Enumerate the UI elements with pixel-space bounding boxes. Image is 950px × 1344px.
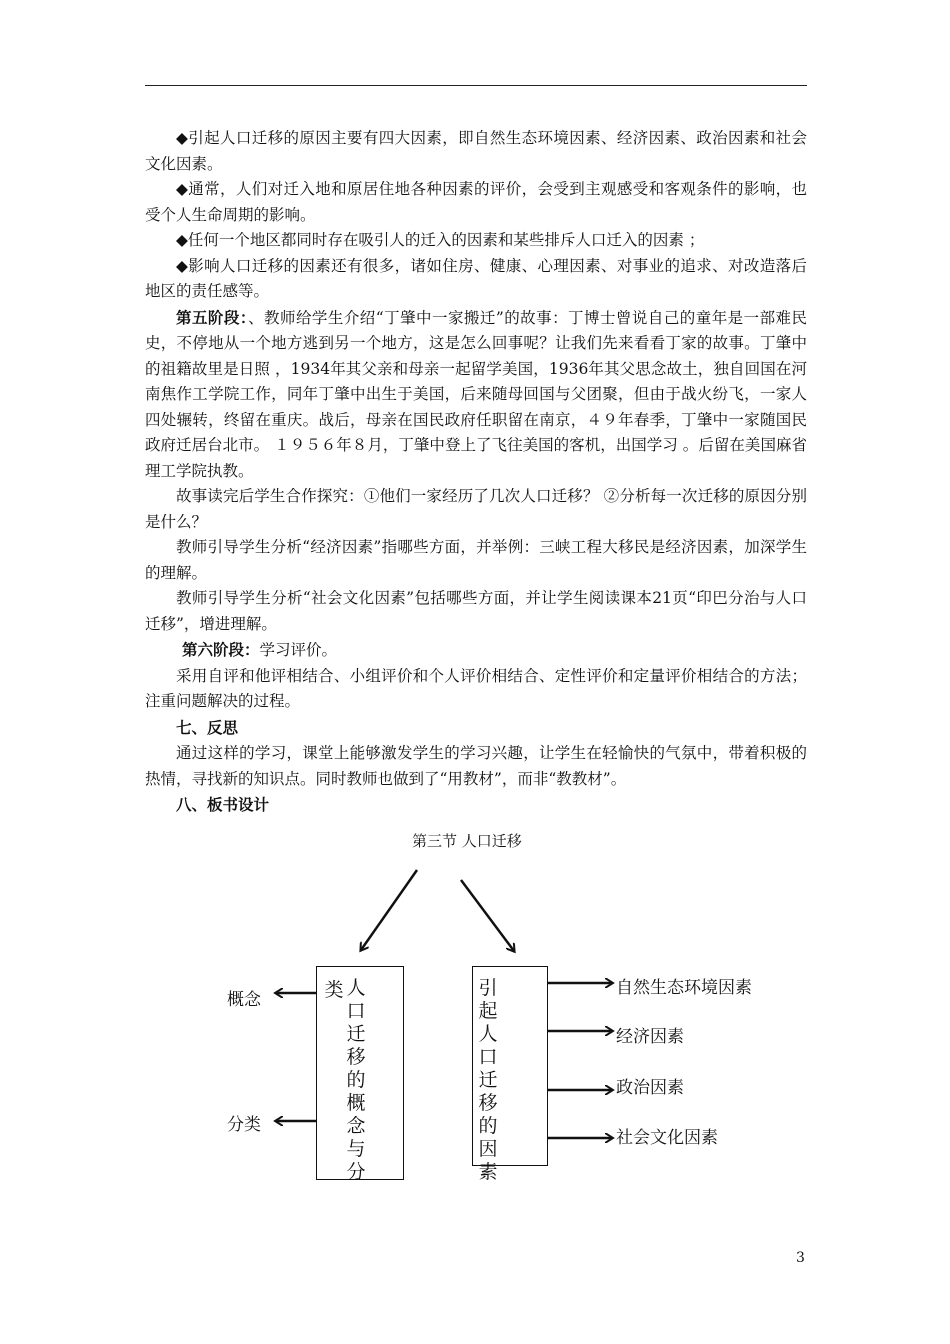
page-number: 3 — [796, 1250, 805, 1266]
paragraph-stage-6: 第六阶段：学习评价。 — [182, 640, 338, 659]
paragraph: ◆影响人口迁移的因素还有很多，诸如住房、健康、心理因素、对事业的追求、对改造落后地区的责任感等。 — [145, 256, 807, 300]
label-classification: 分类 — [227, 1115, 261, 1135]
paragraph-stage-5: 第五阶段：、教师给学生介绍“丁肇中一家搬迁”的故事：丁博士曾说自己的童年是一部难民史，不停地从一个地方逃到另一个地方，这是怎么回事呢？让我们先来看看丁家的故事。丁肇中的祖籍故里是日照 ，1934年其父亲和母亲一起留学美国，1936年其父思念故土，独自回国在河南焦作工学院工作，同年丁肇中出生于美国，后来随母回国与父团聚，但由于战火纷飞，一家人四处辗转，终留在重庆。战后，母亲在国民政府任职留在南京，４９年春季，丁肇中一家随国民政府迁居台北市。 １９５６年８月，丁肇中登上了飞往美国的客机，出国学习 。后留在美国麻省理工学院执教。 — [145, 307, 807, 480]
paragraph: 采用自评和他评相结合、小组评价和个人评价相结合、定性评价和定量评价相结合的方法；注重问题解决的过程。 — [145, 666, 807, 710]
concept-box — [316, 966, 404, 1183]
paragraph: ◆任何一个地区都同时存在吸引人的迁入的因素和某些排斥人口迁入的因素 ； — [176, 231, 705, 249]
paragraph: ◆通常，人们对迁入地和原居住地各种因素的评价，会受到主观感受和客观条件的影响，也受个人生命周期的影响。 — [145, 180, 807, 224]
paragraph: 故事读完后学生合作探究：①他们一家经历了几次人口迁移？ ②分析每一次迁移的原因分别是什么？ — [145, 487, 807, 531]
label-natural-factor: 自然生态环境因素 — [616, 978, 752, 998]
arrow-to-right-box — [461, 880, 514, 951]
label-political-factor: 政治因素 — [616, 1078, 684, 1098]
label-concept: 概念 — [227, 990, 261, 1010]
factors-box — [472, 966, 548, 1183]
diagram-title: 第三节 人口迁移 — [412, 832, 522, 850]
section-heading-reflection: 七、反思 — [176, 717, 239, 737]
concept-box-text: 人口迁移的概念与分 — [346, 977, 366, 1183]
stage-heading: 第六阶段： — [182, 640, 260, 659]
label-social-cultural-factor: 社会文化因素 — [616, 1128, 718, 1148]
label-economic-factor: 经济因素 — [616, 1027, 684, 1047]
concept-box-top-char: 类 — [324, 979, 344, 1001]
section-heading-board: 八、板书设计 — [176, 795, 270, 814]
paragraph: 教师引导学生分析“社会文化因素”包括哪些方面，并让学生阅读课本21页“印巴分治与人口迁移”，增进理解。 — [145, 589, 807, 633]
paragraph: 教师引导学生分析“经济因素”指哪些方面，并举例：三峡工程大移民是经济因素，加深学生的理解。 — [145, 538, 807, 582]
stage-heading: 第五阶段： — [176, 307, 249, 327]
paragraph: 通过这样的学习，课堂上能够激发学生的学习兴趣，让学生在轻愉快的气氛中，带着积极的热情，寻找新的知识点。同时教师也做到了“用教材”，而非“教教材”。 — [145, 744, 807, 788]
arrow-to-left-box — [361, 870, 417, 950]
factors-box-text: 引起人口迁移的因素 — [478, 977, 498, 1183]
paragraph: ◆引起人口迁移的原因主要有四大因素，即自然生态环境因素、经济因素、政治因素和社会文化因素。 — [145, 129, 807, 173]
